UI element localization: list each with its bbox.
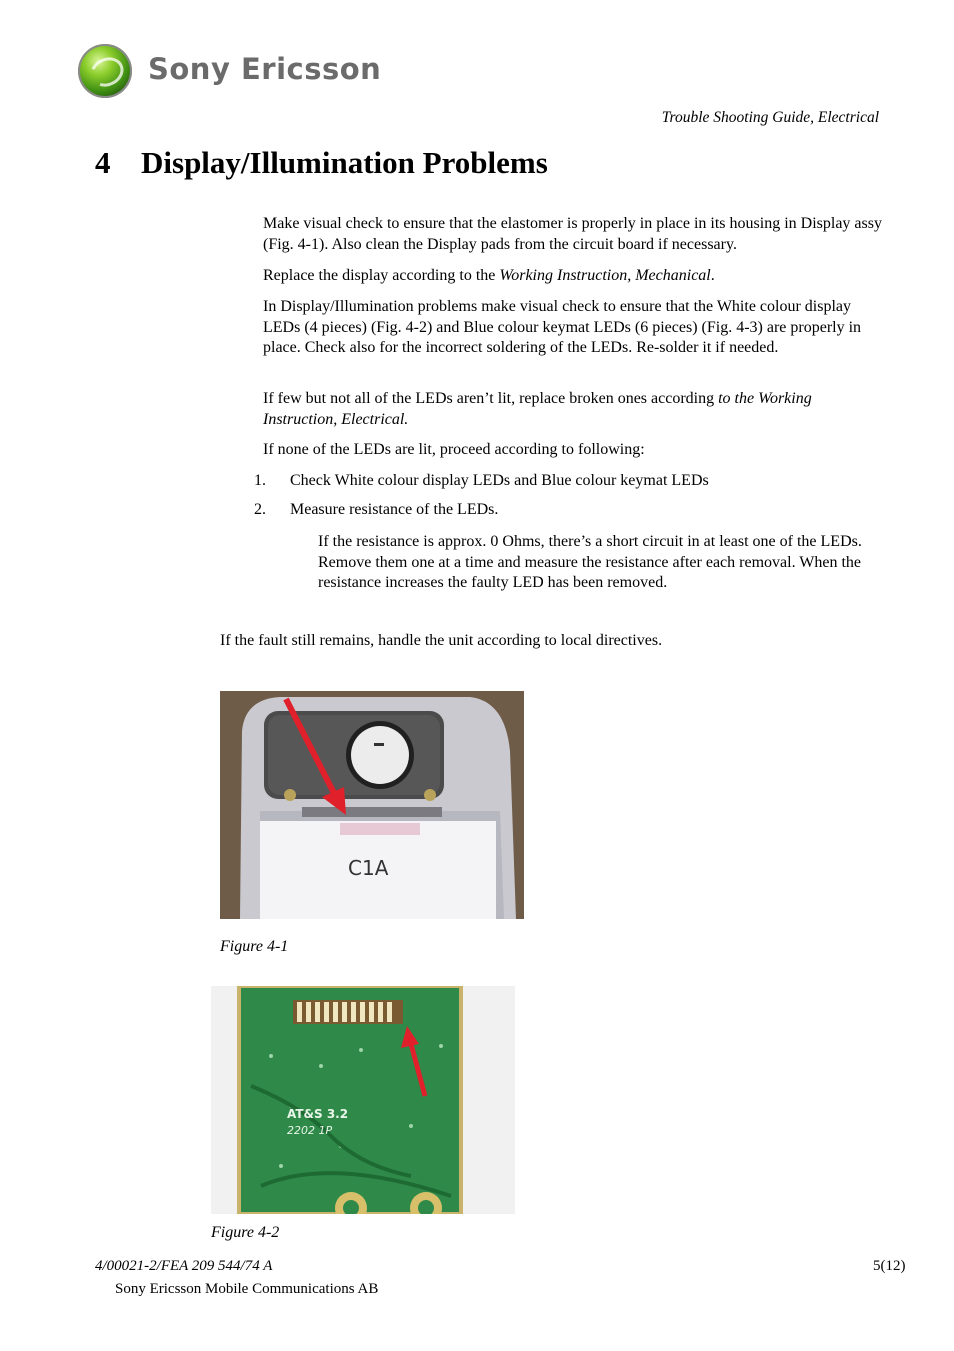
section-heading xyxy=(95,145,548,181)
paragraph-text: Replace the display according to the xyxy=(263,267,500,284)
figure-caption: Figure 4-1 xyxy=(220,938,289,955)
paragraph-fault-remains: If the fault still remains, handle the unit according to local directives. xyxy=(220,632,663,649)
paragraph-led-check: In Display/Illumination problems make visual check to ensure that the White colour display LEDs (4 pieces) (Fig. 4-2) and Blue colour keymat LEDs (6 pieces) (Fig. 4-3) are properly in place. Check also for the incorrect soldering of the LEDs. Re-solder it if needed. xyxy=(263,298,862,356)
paragraph-none-lit: If none of the LEDs are lit, proceed according to following: xyxy=(263,441,645,458)
company-name: Sony Ericsson Mobile Communications AB xyxy=(115,1281,379,1297)
paragraph-text: If few but not all of the LEDs aren’t lit, replace broken ones according xyxy=(263,390,719,407)
figure-4-2-photo xyxy=(211,986,515,1214)
paragraph-elastomer-check: Make visual check to ensure that the elastomer is properly in place in its housing in Display assy (Fig. 4-1). Also clean the Display pads from the circuit board if necessary. xyxy=(263,215,882,253)
list-number: 1. xyxy=(254,472,266,489)
list-item xyxy=(254,500,498,521)
list-text: Check White colour display LEDs and Blue colour keymat LEDs xyxy=(290,472,709,489)
paragraph-replace-leds xyxy=(263,389,887,430)
reference-working-instruction-electrical: to the Working Instruction, Electrical. xyxy=(263,390,812,428)
board-label-code: 2202 1P xyxy=(287,1124,333,1137)
document-number: 4/00021-2/FEA 209 544/74 A xyxy=(95,1258,273,1274)
page-number: 5(12) xyxy=(873,1258,906,1274)
paragraph-replace-display xyxy=(263,266,887,287)
reference-working-instruction-mechanical: Working Instruction, Mechanical xyxy=(499,267,711,284)
figure-caption: Figure 4-2 xyxy=(211,1224,280,1241)
brand-name: Sony Ericsson xyxy=(148,52,382,86)
resistance-note: If the resistance is approx. 0 Ohms, there’s a short circuit in at least one of the LEDs. Remove them one at a time and measure the resistance after each removal. When the resistance increases the faulty LED has been removed. xyxy=(318,533,862,591)
sony-ericsson-logo-icon xyxy=(78,44,132,98)
photo-label-c1a: C1A xyxy=(348,856,389,880)
section-number: 4 xyxy=(95,145,111,180)
section-title: Display/Illumination Problems xyxy=(141,145,548,180)
list-item xyxy=(254,471,709,492)
paragraph-text: . xyxy=(710,267,715,284)
list-number: 2. xyxy=(254,501,266,518)
list-text: Measure resistance of the LEDs. xyxy=(290,501,499,518)
board-label-ats: AT&S 3.2 xyxy=(287,1107,349,1121)
figure-4-1-photo xyxy=(220,691,524,919)
running-title: Trouble Shooting Guide, Electrical xyxy=(661,109,879,126)
